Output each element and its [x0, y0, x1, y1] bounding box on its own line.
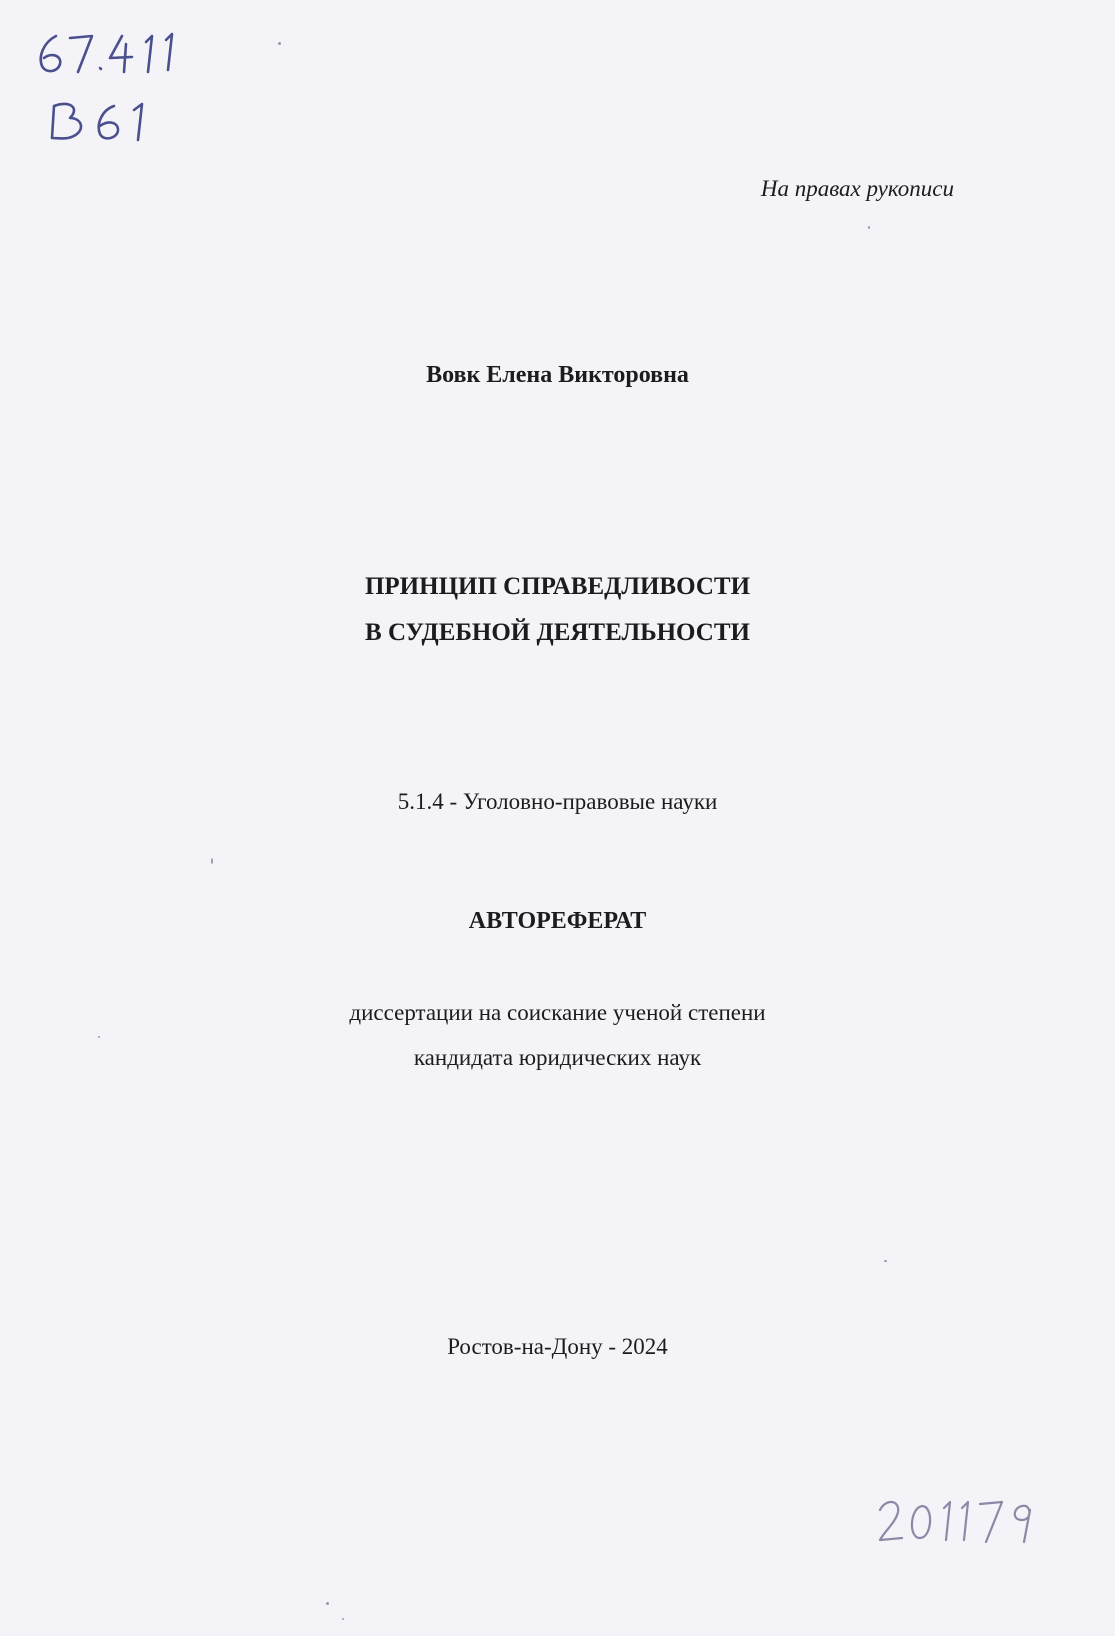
- scan-speck: [98, 1036, 100, 1038]
- degree-line-2: кандидата юридических наук: [413, 1045, 702, 1070]
- scan-speck: [211, 858, 213, 864]
- scan-speck: [884, 1260, 887, 1262]
- handwritten-shelf-code-line2: [48, 96, 178, 146]
- rights-reserved-note: На правах рукописи: [760, 176, 954, 201]
- scan-speck: [278, 42, 281, 45]
- scan-speck: [326, 1602, 329, 1605]
- handwritten-inventory-number: [876, 1494, 1046, 1550]
- degree-line-1: диссертации на соискание ученой степени: [349, 1000, 766, 1025]
- author-name: Вовк Елена Викторовна: [426, 362, 689, 388]
- document-type-heading: АВТОРЕФЕРАТ: [468, 908, 647, 934]
- scan-speck: [868, 226, 870, 229]
- handwritten-shelf-code-line1: [34, 30, 204, 78]
- title-line-1: ПРИНЦИП СПРАВЕДЛИВОСТИ: [364, 573, 751, 600]
- scan-speck: [342, 1618, 344, 1620]
- title-line-2: В СУДЕБНОЙ ДЕЯТЕЛЬНОСТИ: [365, 619, 750, 646]
- specialty-code: 5.1.4 - Уголовно-правовые науки: [397, 789, 718, 814]
- place-and-year: Ростов-на-Дону - 2024: [447, 1334, 668, 1359]
